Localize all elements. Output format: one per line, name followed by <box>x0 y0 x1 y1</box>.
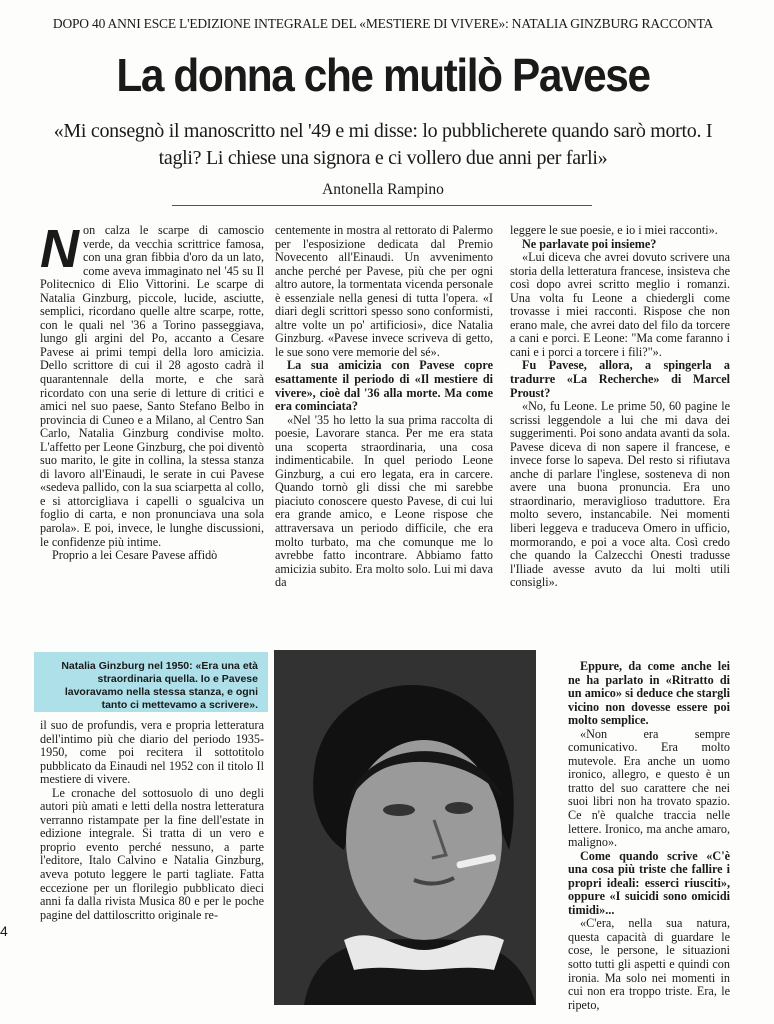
byline-rule <box>172 205 592 206</box>
paragraph: Le cronache del sottosuolo di uno degli autori più amati e letti della nostra letteratura verranno ristampate per la fine dell'estate in edizione integrale. Si tratta di un vero e proprio evento perché nessuno, a parte l'editore, Italo Calvino e Natalia Ginzburg, aveva potuto leggere le parti tagliate. Fatta eccezione per un florilegio pubblicato dieci anni fa dalla rivista Musica 80 e per le poche pagine del dattiloscritto originale re- <box>40 785 264 922</box>
column-1-continued <box>40 719 264 922</box>
column-3-continued <box>568 660 730 1012</box>
byline: Antonella Rampino <box>322 181 444 198</box>
headline: La donna che mutilò Pavese <box>116 49 650 101</box>
paragraph: il suo de profundis, vera e propria letteratura dell'intimo più che diario del periodo 1935-1950, come poi recitera il sottotitolo pubblicato da Einaudi nel 1952 con il titolo Il mestiere di vivere. <box>40 718 264 787</box>
interview-question: Ne parlavate poi insieme? <box>522 236 657 251</box>
paragraph: centemente in mostra al rettorato di Palermo per l'esposizione dedicata dal Premio Novecento all'Einaudi. Un avvenimento anche perché per Pavese, più che per ogni altro autore, la tormentata vicenda personale è essenziale nella genesi di tutta l'opera. «I diari degli scrittori spesso sono conformisti, altre volte un po' artificiosi», dice Natalia Ginzburg. «Pavese invece scriveva di getto, le sue sono vere memorie del sé». <box>275 223 493 359</box>
paragraph: «No, fu Leone. Le prime 50, 60 pagine le scrissi leggendole a lui che mi dava dei suggerimenti. Poi sono andata avanti da sola. Pavese diceva di non sapere il francese, e invece forse lo sapeva. Del resto si rifiutava anche di parlare l'inglese, sosteneva di non avere una buona pronuncia. Era uno straordinario, meraviglioso traduttore. Era molto severo, instancabile. Nei momenti liberi leggeva e traduceva Omero in ufficio, mormorando, e poi a voce alta. Così credo che quando la Calzecchi Onesti tradusse l'Iliade avesse avuto da lui molti utili consigli». <box>510 399 731 590</box>
photo-caption: Natalia Ginzburg nel 1950: «Era una età straordinaria quella. Io e Pavese lavoravamo nella stessa stanza, e ogni tanto ci mettevamo a scrivere». <box>34 652 268 712</box>
portrait-photo <box>274 650 536 1005</box>
paragraph: «Non era sempre comunicativo. Era molto mutevole. Era anche un uomo ironico, allegro, e questo è un tratto del suo carattere che nei suoi libri non ha trovato spazio. Ce n'è qualche traccia nelle lettere. Ironico, ma anche amaro, maligno». <box>568 726 730 850</box>
column-1 <box>40 219 264 563</box>
paragraph: «Lui diceva che avrei dovuto scrivere una storia della letteratura francese, insisteva che così dopo avrei scritto meglio i romanzi. Una volta fu Leone a chiedergli come trovasse i miei racconti. Rispose che non erano male, che avrei dato del filo da torcere a cani e porci. E Leone: "Ma come faranno i cani e i porci a torcere i fili?"». <box>510 250 730 359</box>
paragraph: leggere le sue poesie, e io i miei racconti». <box>510 223 718 237</box>
drop-cap: N <box>40 219 79 279</box>
kicker: DOPO 40 ANNI ESCE L'EDIZIONE INTEGRALE DEL «MESTIERE DI VIVERE»: NATALIA GINZBURG RACCONTA <box>52 16 714 31</box>
column-3 <box>510 224 730 590</box>
page-number: 4 <box>0 923 8 939</box>
paragraph: on calza le scarpe di camoscio verde, da vecchia scrittrice famosa, con una gran fibbia d'oro da un lato, come aveva immaginato nel '45 su Il Politecnico di Elio Vittorini. Le scarpe di Natalia Ginzburg, piccole, lucide, asciutte, semplici, ricordano quelle altre scarpe, rotte, con le quali nel '36 a Torino passeggiava, lungo gli argini del Po, accanto a Cesare Pavese ai primi tempi della loro amicizia. Dello scrittore di cui il 28 agosto cadrà il quarantennale della morte, e che sarà ricordato con una serie di letture di critici e amici nel suo paese, Santo Stefano Belbo in provincia di Cuneo e a Milano, al Centro San Carlo, Natalia Ginzburg condivise molto. L'affetto per Leone Ginzburg, che poi diventò suo marito, le gite in collina, la stessa stanza di lavoro all'Einaudi, le serate in cui Pavese «sedeva pallido, con la sua sciarpetta al collo, e si attorcigliava i capelli o sgualciva un foglio di carta, e non pronunciava una sola parola». E poi, invece, le lunghe discussioni, le confidenze più intime. <box>40 223 264 549</box>
paragraph: «C'era, nella sua natura, questa capacità di guardare le cose, le persone, le situazioni sotto tutti gli aspetti e quindi con ironia. Ma solo nei momenti in cui non era troppo triste. Era, le ripeto, <box>568 916 730 1012</box>
paragraph: Proprio a lei Cesare Pavese affidò <box>52 548 218 563</box>
interview-question: Fu Pavese, allora, a spingerla a tradurre «La Recherche» di Marcel Proust? <box>510 358 730 400</box>
paragraph: «Nel '35 ho letto la sua prima raccolta di poesie, Lavorare stanca. Per me era stata una scoperta straordinaria, una cosa indimenticabile. In quel periodo Leone Ginzburg, a cui ero legata, era in carcere. Quando tornò gli dissi che mi sarebbe piaciuto conoscere questo Pavese, di cui lui era grande amico, e Leone rispose che attraversava un periodo difficile, che era molto turbato, ma che comunque me lo avrebbe fatto incontrare. Abbiamo fatto amicizia subito. Era molto solo. Lui mi dava da <box>275 412 493 590</box>
interview-question: Come quando scrive «C'è una cosa più triste che fallire i propri ideali: esserci riusciti», oppure «I suicidi sono omicidi timidi»... <box>568 848 730 917</box>
interview-question: Eppure, da come anche lei ne ha parlato in «Ritratto di un amico» si deduce che stargli vicino non dovesse essere poi molto semplice. <box>568 659 730 728</box>
subhead: «Mi consegnò il manoscritto nel '49 e mi disse: lo pubblicherete quando sarò morto. I tagli? Li chiese una signora e ci vollero due anni per farli» <box>53 120 713 169</box>
newspaper-page <box>0 8 744 1018</box>
column-2 <box>275 224 493 590</box>
interview-question: La sua amicizia con Pavese copre esattamente il periodo di «Il mestiere di vivere», cioè dal '36 alla morte. Ma come era cominciata? <box>275 358 493 414</box>
